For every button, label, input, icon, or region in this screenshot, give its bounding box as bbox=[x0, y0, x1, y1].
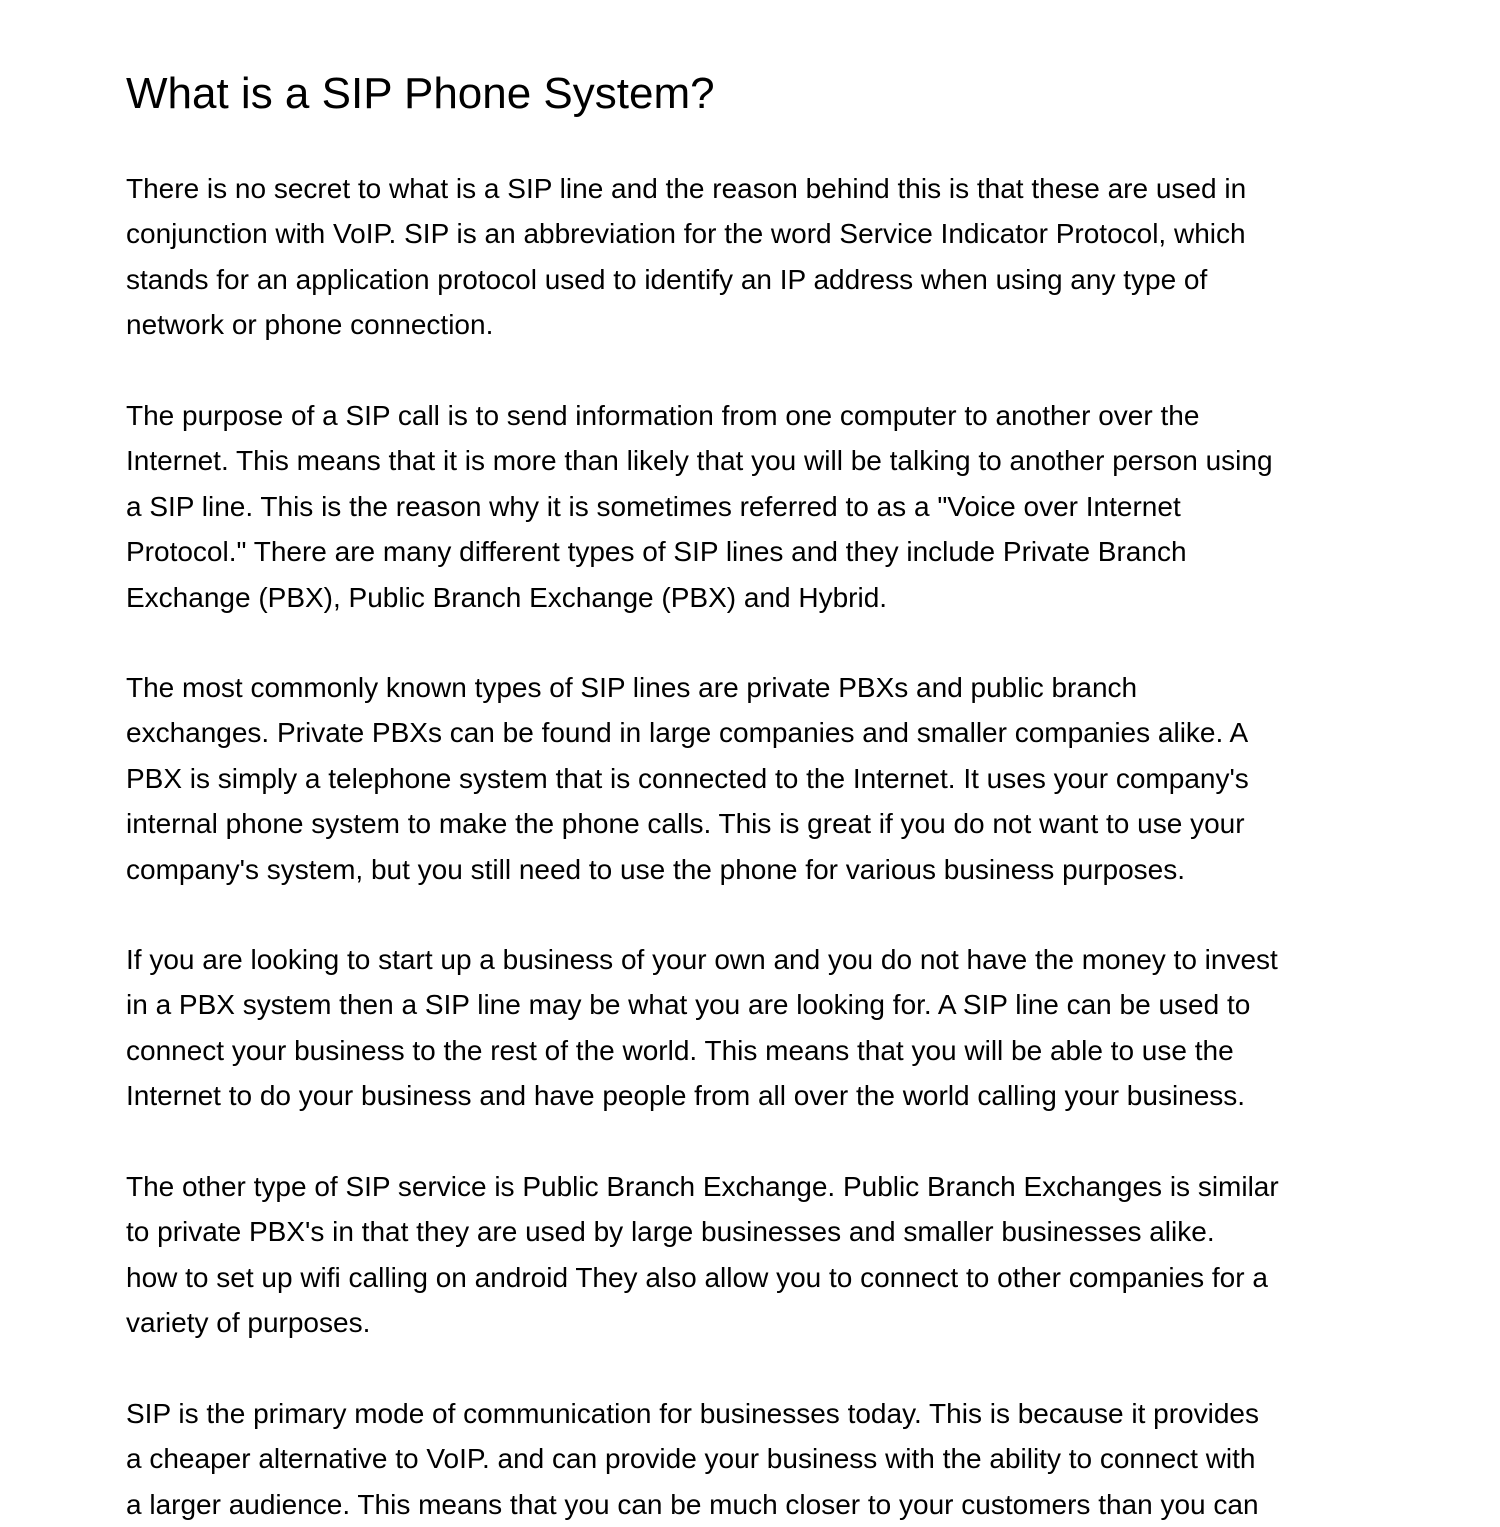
paragraph-3 bbox=[126, 665, 1376, 892]
text-line: stands for an application protocol used to identify an IP address when using any type of bbox=[126, 263, 1208, 295]
text-line: There is no secret to what is a SIP line and the reason behind this is that these are used in bbox=[126, 173, 1247, 204]
text-line: a larger audience. This means that you can be much closer to your customers than you can bbox=[126, 1488, 1259, 1520]
text-line: connect your business to the rest of the world. This means that you will be able to use the bbox=[126, 1034, 1234, 1066]
text-line: company's system, but you still need to use the phone for various business purposes. bbox=[126, 853, 1186, 885]
text-line: a SIP line. This is the reason why it is sometimes referred to as a "Voice over Internet bbox=[126, 490, 1181, 522]
text-line: variety of purposes. bbox=[126, 1307, 371, 1339]
text-line: in a PBX system then a SIP line may be what you are looking for. A SIP line can be used to bbox=[126, 989, 1251, 1021]
text-line: Internet. This means that it is more than likely that you will be talking to another person using bbox=[126, 445, 1273, 477]
page-title: What is a SIP Phone System? bbox=[126, 69, 715, 118]
text-line: The other type of SIP service is Public Branch Exchange. Public Branch Exchanges is similar bbox=[126, 1171, 1279, 1202]
text-line: If you are looking to start up a business of your own and you do not have the money to invest bbox=[126, 944, 1278, 975]
paragraph-1 bbox=[126, 166, 1376, 348]
text-line: Protocol." There are many different types of SIP lines and they include Private Branch bbox=[126, 536, 1187, 568]
text-line: conjunction with VoIP. SIP is an abbreviation for the word Service Indicator Protocol, which bbox=[126, 218, 1246, 250]
text-line: PBX is simply a telephone system that is connected to the Internet. It uses your company's bbox=[126, 762, 1249, 794]
text-line: Internet to do your business and have people from all over the world calling your business. bbox=[126, 1080, 1246, 1112]
text-line: The most commonly known types of SIP lines are private PBXs and public branch bbox=[126, 672, 1138, 703]
text-line: a cheaper alternative to VoIP. and can provide your business with the ability to connect with bbox=[126, 1443, 1256, 1475]
text-line: exchanges. Private PBXs can be found in large companies and smaller companies alike. A bbox=[126, 717, 1249, 749]
paragraph-5 bbox=[126, 1164, 1376, 1346]
paragraph-4 bbox=[126, 937, 1376, 1119]
text-line: internal phone system to make the phone calls. This is great if you do not want to use your bbox=[126, 808, 1245, 840]
paragraph-6 bbox=[126, 1391, 1376, 1527]
text-line: SIP is the primary mode of communication for businesses today. This is because it provides bbox=[126, 1398, 1259, 1429]
text-line: The purpose of a SIP call is to send information from one computer to another over the bbox=[126, 400, 1200, 431]
text-line: network or phone connection. bbox=[126, 309, 494, 341]
text-line: to private PBX's in that they are used by large businesses and smaller businesses alike. bbox=[126, 1216, 1215, 1248]
text-line: Exchange (PBX), Public Branch Exchange (PBX) and Hybrid. bbox=[126, 581, 888, 613]
text-line: how to set up wifi calling on android They also allow you to connect to other companies for a bbox=[126, 1261, 1268, 1293]
paragraph-2 bbox=[126, 393, 1376, 620]
